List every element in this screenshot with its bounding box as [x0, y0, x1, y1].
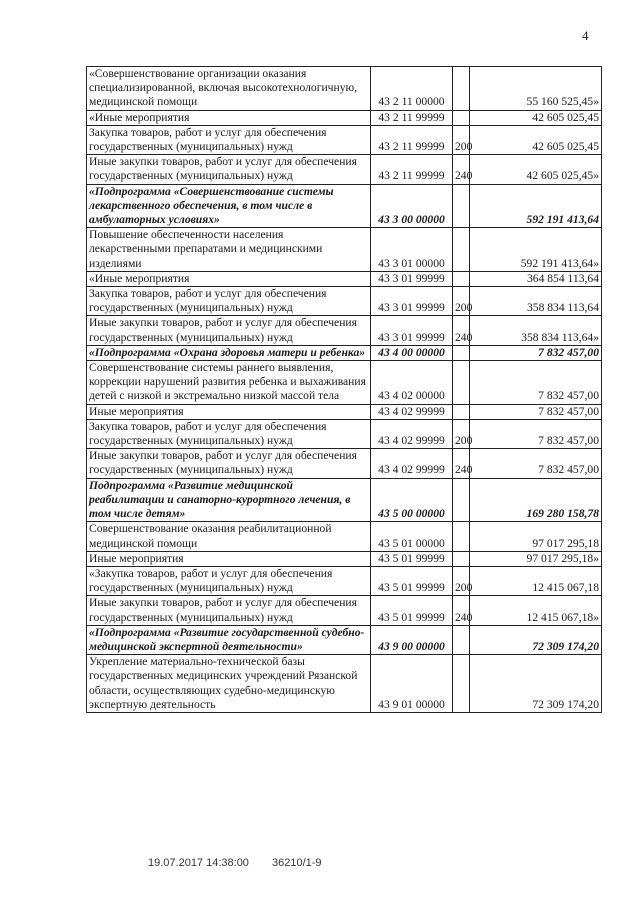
budget-table	[86, 66, 602, 713]
row-code-cell: 43 5 01 99999	[371, 596, 453, 625]
table-row	[87, 345, 602, 360]
table-row	[87, 478, 602, 522]
row-name-cell: «Подпрограмма «Развитие государственной судебно-медицинской экспертной деятельности»	[87, 625, 371, 654]
row-sum-cell: 42 605 025,45	[470, 110, 602, 125]
row-code-cell: 43 3 00 00000	[371, 184, 453, 228]
row-name-cell: Иные мероприятия	[87, 404, 371, 419]
row-sum-cell: 12 415 067,18	[470, 566, 602, 595]
table-row	[87, 449, 602, 478]
row-vr-cell	[453, 404, 470, 419]
row-name-cell: «Подпрограмма «Совершенствование системы лекарственного обеспечения, в том числе в амбулаторных условиях»	[87, 184, 371, 228]
row-code-cell: 43 4 02 00000	[371, 361, 453, 405]
row-sum-cell: 72 309 174,20	[470, 625, 602, 654]
row-code-cell: 43 9 01 00000	[371, 655, 453, 713]
row-sum-cell: 42 605 025,45»	[470, 155, 602, 184]
row-name-cell: Иные закупки товаров, работ и услуг для обеспечения государственных (муниципальных) нужд	[87, 316, 371, 345]
row-name-cell: Иные закупки товаров, работ и услуг для обеспечения государственных (муниципальных) нужд	[87, 449, 371, 478]
row-code-cell: 43 3 01 99999	[371, 271, 453, 286]
table-row	[87, 551, 602, 566]
table-row	[87, 316, 602, 345]
row-sum-cell: 97 017 295,18»	[470, 551, 602, 566]
row-sum-cell: 55 160 525,45»	[470, 67, 602, 111]
row-sum-cell: 358 834 113,64	[470, 287, 602, 316]
row-sum-cell: 72 309 174,20	[470, 655, 602, 713]
table-row	[87, 155, 602, 184]
row-vr-cell	[453, 625, 470, 654]
row-name-cell: Подпрограмма «Развитие медицинской реабилитации и санаторно-курортного лечения, в том числе детям»	[87, 478, 371, 522]
row-code-cell: 43 3 01 99999	[371, 287, 453, 316]
table-row	[87, 228, 602, 272]
row-vr-cell	[453, 110, 470, 125]
row-code-cell: 43 5 01 99999	[371, 551, 453, 566]
row-vr-cell: 200	[453, 287, 470, 316]
row-name-cell: Иные закупки товаров, работ и услуг для обеспечения государственных (муниципальных) нужд	[87, 596, 371, 625]
table-row	[87, 361, 602, 405]
row-code-cell: 43 5 01 99999	[371, 566, 453, 595]
table-row	[87, 404, 602, 419]
row-name-cell: «Иные мероприятия	[87, 110, 371, 125]
row-sum-cell: 7 832 457,00	[470, 361, 602, 405]
table-row	[87, 625, 602, 654]
row-name-cell: Повышение обеспеченности населения лекарственными препаратами и медицинскими изделиями	[87, 228, 371, 272]
row-code-cell: 43 2 11 99999	[371, 125, 453, 154]
table-row	[87, 271, 602, 286]
row-name-cell: «Совершенствование организации оказания специализированной, включая высокотехнологичную, медицинской помощи	[87, 67, 371, 111]
row-sum-cell: 7 832 457,00	[470, 345, 602, 360]
row-name-cell: Закупка товаров, работ и услуг для обеспечения государственных (муниципальных) нужд	[87, 287, 371, 316]
row-sum-cell: 7 832 457,00	[470, 419, 602, 448]
row-vr-cell	[453, 228, 470, 272]
row-name-cell: Закупка товаров, работ и услуг для обеспечения государственных (муниципальных) нужд	[87, 125, 371, 154]
row-code-cell: 43 2 11 99999	[371, 110, 453, 125]
table-row	[87, 287, 602, 316]
row-name-cell: Совершенствование системы раннего выявления, коррекции нарушений развития ребенка и выхаживания детей с низкой и экстремально низкой массой тела	[87, 361, 371, 405]
row-name-cell: Иные мероприятия	[87, 551, 371, 566]
row-vr-cell: 240	[453, 449, 470, 478]
table-row	[87, 110, 602, 125]
table-row	[87, 125, 602, 154]
row-sum-cell: 42 605 025,45	[470, 125, 602, 154]
row-vr-cell	[453, 271, 470, 286]
row-sum-cell: 592 191 413,64»	[470, 228, 602, 272]
row-code-cell: 43 5 01 00000	[371, 522, 453, 551]
row-sum-cell: 97 017 295,18	[470, 522, 602, 551]
row-vr-cell: 240	[453, 316, 470, 345]
row-name-cell: «Иные мероприятия	[87, 271, 371, 286]
row-name-cell: Закупка товаров, работ и услуг для обеспечения государственных (муниципальных) нужд	[87, 419, 371, 448]
table-row	[87, 184, 602, 228]
footer-timestamp: 19.07.2017 14:38:00	[148, 857, 249, 869]
row-vr-cell	[453, 478, 470, 522]
row-vr-cell	[453, 345, 470, 360]
row-sum-cell: 169 280 158,78	[470, 478, 602, 522]
row-name-cell: «Закупка товаров, работ и услуг для обеспечения государственных (муниципальных) нужд	[87, 566, 371, 595]
footer-document-id: 36210/1-9	[272, 857, 322, 869]
row-code-cell: 43 4 02 99999	[371, 449, 453, 478]
row-code-cell: 43 5 00 00000	[371, 478, 453, 522]
table-row	[87, 596, 602, 625]
row-sum-cell: 12 415 067,18»	[470, 596, 602, 625]
row-code-cell: 43 4 02 99999	[371, 404, 453, 419]
row-code-cell: 43 4 00 00000	[371, 345, 453, 360]
row-code-cell: 43 4 02 99999	[371, 419, 453, 448]
row-code-cell: 43 2 11 00000	[371, 67, 453, 111]
row-code-cell: 43 2 11 99999	[371, 155, 453, 184]
table-row	[87, 67, 602, 111]
row-code-cell: 43 3 01 99999	[371, 316, 453, 345]
row-name-cell: Совершенствование оказания реабилитационной медицинской помощи	[87, 522, 371, 551]
row-vr-cell	[453, 184, 470, 228]
row-vr-cell: 200	[453, 566, 470, 595]
row-name-cell: «Подпрограмма «Охрана здоровья матери и ребенка»	[87, 345, 371, 360]
row-sum-cell: 7 832 457,00	[470, 449, 602, 478]
row-vr-cell	[453, 551, 470, 566]
row-vr-cell: 240	[453, 596, 470, 625]
row-sum-cell: 364 854 113,64	[470, 271, 602, 286]
row-name-cell: Иные закупки товаров, работ и услуг для обеспечения государственных (муниципальных) нужд	[87, 155, 371, 184]
table-row	[87, 419, 602, 448]
row-vr-cell: 200	[453, 125, 470, 154]
table-row	[87, 522, 602, 551]
row-sum-cell: 592 191 413,64	[470, 184, 602, 228]
row-name-cell: Укрепление материально-технической базы государственных медицинских учреждений Рязанской области, осуществляющих судебно-медицинскую экспертную деятельность	[87, 655, 371, 713]
row-code-cell: 43 9 00 00000	[371, 625, 453, 654]
row-vr-cell	[453, 67, 470, 111]
table-row	[87, 655, 602, 713]
row-code-cell: 43 3 01 00000	[371, 228, 453, 272]
page-number: 4	[582, 28, 589, 43]
row-sum-cell: 358 834 113,64»	[470, 316, 602, 345]
row-vr-cell	[453, 361, 470, 405]
row-vr-cell	[453, 655, 470, 713]
table-row	[87, 566, 602, 595]
row-vr-cell: 240	[453, 155, 470, 184]
row-sum-cell: 7 832 457,00	[470, 404, 602, 419]
row-vr-cell: 200	[453, 419, 470, 448]
row-vr-cell	[453, 522, 470, 551]
